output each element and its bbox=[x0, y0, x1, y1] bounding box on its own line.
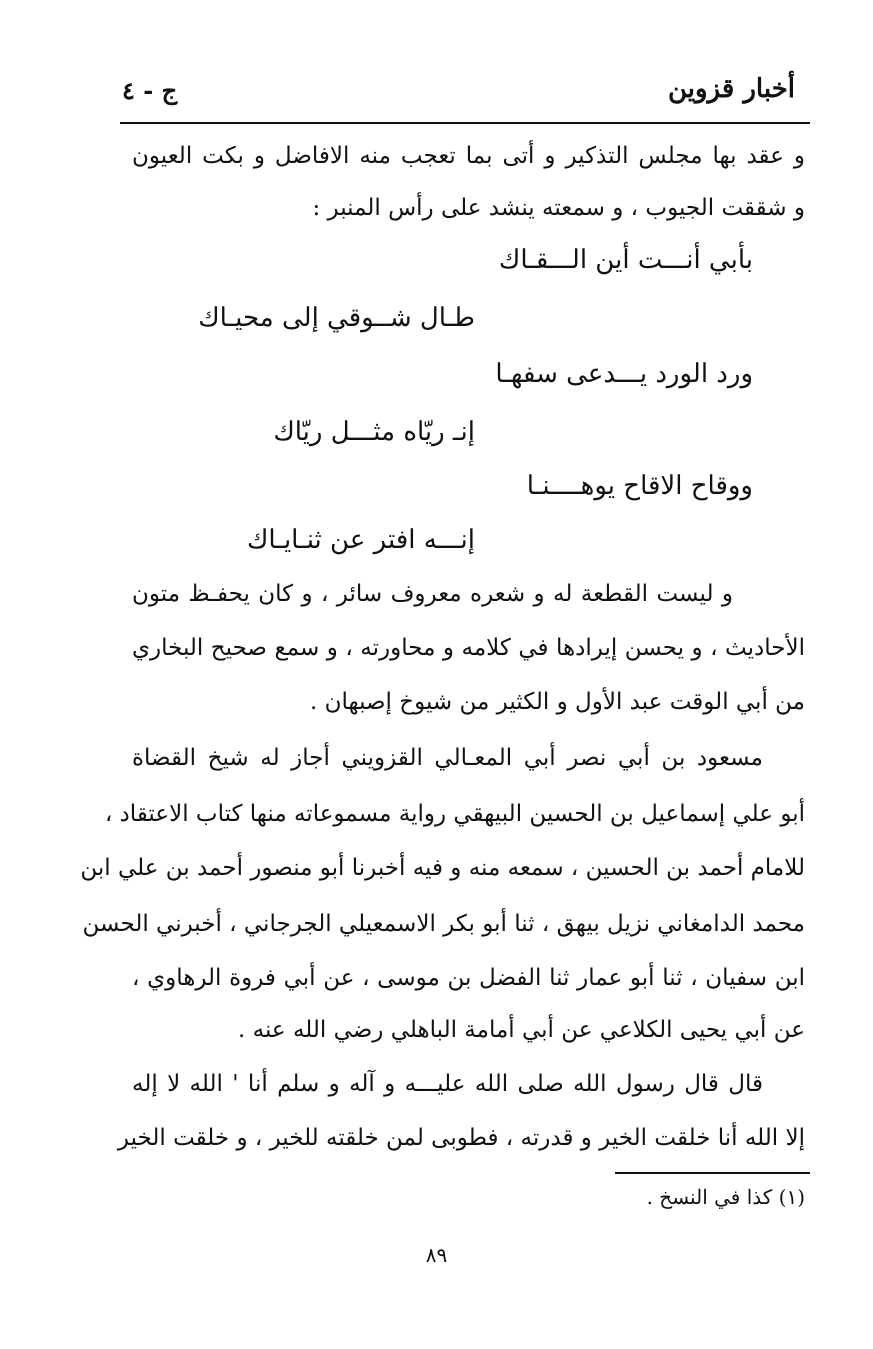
footnote: (١) كذا في النسخ . bbox=[646, 1185, 805, 1209]
text-line: و ليست القطعة له و شعره معروف سائر ، و كان يحفـظ متون bbox=[132, 581, 733, 607]
verse-line: ووقاح الاقاح يوهــــنـا bbox=[526, 471, 753, 501]
header-rule bbox=[120, 122, 810, 124]
text-line: إلا الله أنا خلقت الخير و قدرته ، فطوبى لمن خلقته للخير ، و خلقت الخير bbox=[117, 1125, 805, 1151]
verse-line: إنـ ريّاه مثـــل ريّاك bbox=[273, 417, 475, 447]
verse-line: ورد الورد يـــدعى سفهـا bbox=[495, 359, 753, 389]
text-line: محمد الدامغاني نزيل بيهق ، ثنا أبو بكر الاسمعيلي الجرجاني ، أخبرني الحسن bbox=[82, 911, 805, 937]
text-line: من أبي الوقت عبد الأول و الكثير من شيوخ إصبهان . bbox=[309, 689, 805, 715]
verse-line: بأبي أنـــت أين الـــقـاك bbox=[498, 245, 753, 275]
verse-line: طـال شــوقي إلى محيـاك bbox=[198, 303, 475, 333]
footnote-rule bbox=[615, 1172, 810, 1174]
text-line: ابن سفيان ، ثنا أبو عمار ثنا الفضل بن موسى ، عن أبي فروة الرهاوي ، bbox=[132, 965, 805, 991]
text-line: للامام أحمد بن الحسين ، سمعه منه و فيه أخبرنا أبو منصور أحمد بن علي ابن bbox=[80, 855, 805, 881]
text-line: الأحاديث ، و يحسن إيرادها في كلامه و محاورته ، و سمع صحيح البخاري bbox=[132, 635, 805, 661]
text-line: عن أبي يحيى الكلاعي عن أبي أمامة الباهلي رضي الله عنه . bbox=[238, 1017, 805, 1043]
verse-line: إنـــه افتر عن ثنـايـاك bbox=[246, 525, 475, 555]
text-line: قال قال رسول الله صلى الله عليـــه و آله و سلم أنا ' الله لا إله bbox=[132, 1071, 763, 1097]
volume-marker: ج - ٤ bbox=[122, 76, 178, 105]
text-line: و شققت الجيوب ، و سمعته ينشد على رأس المنبر : bbox=[312, 195, 805, 221]
running-title: أخبار قزوين bbox=[667, 74, 795, 104]
text-line: و عقد بها مجلس التذكير و أتى بما تعجب منه الافاضل و بكت العيون bbox=[132, 143, 805, 169]
page-number: ٨٩ bbox=[425, 1243, 448, 1267]
text-line: مسعود بن أبي نصر أبي المعـالي القزويني أجاز له شيخ القضاة bbox=[132, 745, 763, 771]
text-line: أبو علي إسماعيل بن الحسين البيهقي رواية مسموعاته منها كتاب الاعتقاد ، bbox=[104, 801, 805, 827]
